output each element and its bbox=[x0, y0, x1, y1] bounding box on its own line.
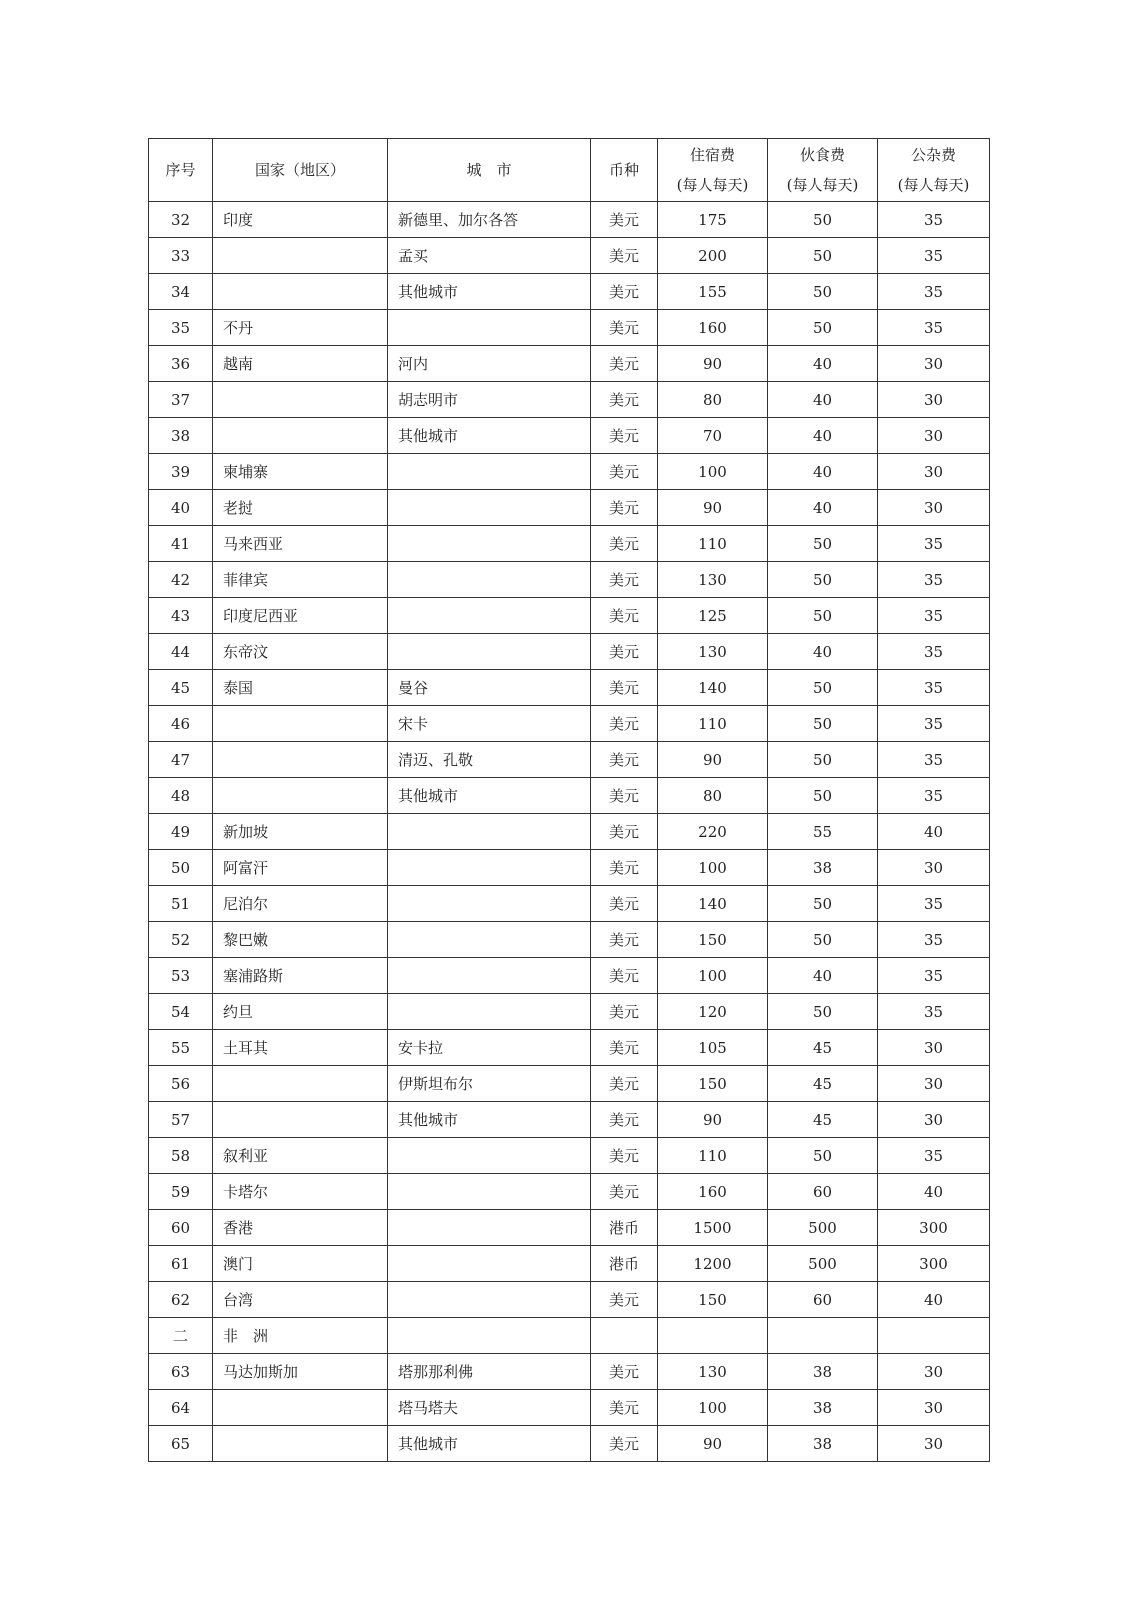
cell-country bbox=[213, 274, 388, 310]
table-row bbox=[149, 994, 990, 1030]
cell-meals: 50 bbox=[768, 274, 878, 310]
cell-country bbox=[213, 382, 388, 418]
cell-country: 尼泊尔 bbox=[213, 886, 388, 922]
cell-lodging: 110 bbox=[658, 526, 768, 562]
cell-currency: 美元 bbox=[591, 202, 658, 238]
cell-country bbox=[213, 1426, 388, 1462]
cell-meals: 38 bbox=[768, 1390, 878, 1426]
cell-misc: 40 bbox=[878, 1174, 990, 1210]
cell-misc: 40 bbox=[878, 814, 990, 850]
cell-lodging: 90 bbox=[658, 1102, 768, 1138]
cell-currency: 美元 bbox=[591, 418, 658, 454]
cell-country: 阿富汗 bbox=[213, 850, 388, 886]
cell-seq: 45 bbox=[149, 670, 213, 706]
cell-country: 香港 bbox=[213, 1210, 388, 1246]
cell-misc: 35 bbox=[878, 922, 990, 958]
table-row bbox=[149, 850, 990, 886]
cell-misc: 35 bbox=[878, 670, 990, 706]
cell-seq: 52 bbox=[149, 922, 213, 958]
cell-seq: 37 bbox=[149, 382, 213, 418]
section-row bbox=[149, 1318, 990, 1354]
cell-misc: 35 bbox=[878, 1138, 990, 1174]
cell-currency: 美元 bbox=[591, 634, 658, 670]
cell-currency: 美元 bbox=[591, 958, 658, 994]
cell-lodging: 130 bbox=[658, 1354, 768, 1390]
table-row bbox=[149, 706, 990, 742]
cell-meals: 45 bbox=[768, 1066, 878, 1102]
cell-meals: 40 bbox=[768, 958, 878, 994]
cell-misc: 30 bbox=[878, 1066, 990, 1102]
cell-country: 黎巴嫩 bbox=[213, 922, 388, 958]
cell-misc: 35 bbox=[878, 310, 990, 346]
cell-currency: 美元 bbox=[591, 706, 658, 742]
cell-misc: 30 bbox=[878, 1030, 990, 1066]
cell-seq: 34 bbox=[149, 274, 213, 310]
cell-country bbox=[213, 238, 388, 274]
table-row bbox=[149, 346, 990, 382]
cell-meals: 38 bbox=[768, 1354, 878, 1390]
cell-seq: 64 bbox=[149, 1390, 213, 1426]
table-row bbox=[149, 886, 990, 922]
cell-misc: 35 bbox=[878, 274, 990, 310]
cell-misc: 30 bbox=[878, 850, 990, 886]
cell-misc: 30 bbox=[878, 454, 990, 490]
cell-country: 老挝 bbox=[213, 490, 388, 526]
cell-lodging: 1500 bbox=[658, 1210, 768, 1246]
cell-seq: 60 bbox=[149, 1210, 213, 1246]
cell-lodging: 80 bbox=[658, 382, 768, 418]
cell-country: 越南 bbox=[213, 346, 388, 382]
cell-country: 马来西亚 bbox=[213, 526, 388, 562]
cell-lodging: 90 bbox=[658, 490, 768, 526]
cell-city bbox=[388, 994, 591, 1030]
cell-meals: 50 bbox=[768, 922, 878, 958]
cell-city: 宋卡 bbox=[388, 706, 591, 742]
cell-seq: 46 bbox=[149, 706, 213, 742]
cell-city: 安卡拉 bbox=[388, 1030, 591, 1066]
cell-currency: 美元 bbox=[591, 598, 658, 634]
cell-lodging: 125 bbox=[658, 598, 768, 634]
cell-lodging: 140 bbox=[658, 670, 768, 706]
cell-lodging: 100 bbox=[658, 958, 768, 994]
cell-city: 塔马塔夫 bbox=[388, 1390, 591, 1426]
cell-meals: 50 bbox=[768, 778, 878, 814]
cell-currency: 美元 bbox=[591, 1282, 658, 1318]
cell-lodging: 110 bbox=[658, 1138, 768, 1174]
cell-city: 其他城市 bbox=[388, 418, 591, 454]
header-misc bbox=[878, 139, 990, 202]
cell-currency: 美元 bbox=[591, 1138, 658, 1174]
cell-misc: 35 bbox=[878, 202, 990, 238]
cell-country: 菲律宾 bbox=[213, 562, 388, 598]
header-meals-title: 伙食费 bbox=[799, 146, 845, 164]
cell-city: 其他城市 bbox=[388, 1102, 591, 1138]
table-row bbox=[149, 1066, 990, 1102]
cell-country: 柬埔寨 bbox=[213, 454, 388, 490]
cell-city: 新德里、加尔各答 bbox=[388, 202, 591, 238]
cell-misc: 35 bbox=[878, 706, 990, 742]
cell-country: 印度 bbox=[213, 202, 388, 238]
cell-meals: 50 bbox=[768, 706, 878, 742]
cell-currency: 美元 bbox=[591, 922, 658, 958]
cell-country bbox=[213, 742, 388, 778]
cell-lodging: 110 bbox=[658, 706, 768, 742]
cell-misc: 30 bbox=[878, 418, 990, 454]
cell-lodging: 90 bbox=[658, 1426, 768, 1462]
table-row bbox=[149, 1246, 990, 1282]
cell-misc: 35 bbox=[878, 994, 990, 1030]
cell-currency: 美元 bbox=[591, 1354, 658, 1390]
cell-city bbox=[388, 490, 591, 526]
cell-city: 曼谷 bbox=[388, 670, 591, 706]
cell-meals: 38 bbox=[768, 850, 878, 886]
cell-misc: 30 bbox=[878, 346, 990, 382]
cell-meals: 50 bbox=[768, 742, 878, 778]
cell-misc: 35 bbox=[878, 526, 990, 562]
cell-country: 台湾 bbox=[213, 1282, 388, 1318]
cell-city: 胡志明市 bbox=[388, 382, 591, 418]
cell-seq: 59 bbox=[149, 1174, 213, 1210]
cell-currency: 美元 bbox=[591, 274, 658, 310]
cell-country: 塞浦路斯 bbox=[213, 958, 388, 994]
cell-misc: 35 bbox=[878, 238, 990, 274]
cell-seq: 63 bbox=[149, 1354, 213, 1390]
header-misc-title: 公杂费 bbox=[910, 146, 956, 164]
cell-misc: 30 bbox=[878, 382, 990, 418]
cell-meals: 55 bbox=[768, 814, 878, 850]
table-row bbox=[149, 418, 990, 454]
cell-country: 不丹 bbox=[213, 310, 388, 346]
expense-standard-table bbox=[148, 138, 990, 1462]
cell-city: 其他城市 bbox=[388, 778, 591, 814]
cell-seq: 41 bbox=[149, 526, 213, 562]
cell-currency: 美元 bbox=[591, 1102, 658, 1138]
cell-lodging: 90 bbox=[658, 346, 768, 382]
cell-currency: 美元 bbox=[591, 562, 658, 598]
cell-meals: 50 bbox=[768, 886, 878, 922]
table-row bbox=[149, 526, 990, 562]
cell-misc: 35 bbox=[878, 886, 990, 922]
cell-lodging: 150 bbox=[658, 1066, 768, 1102]
cell-meals: 50 bbox=[768, 670, 878, 706]
table-row bbox=[149, 742, 990, 778]
cell-country: 马达加斯加 bbox=[213, 1354, 388, 1390]
table-row bbox=[149, 1426, 990, 1462]
cell-city bbox=[388, 850, 591, 886]
cell-city: 其他城市 bbox=[388, 274, 591, 310]
cell-lodging: 155 bbox=[658, 274, 768, 310]
cell-seq: 42 bbox=[149, 562, 213, 598]
cell-seq: 32 bbox=[149, 202, 213, 238]
cell-seq: 44 bbox=[149, 634, 213, 670]
cell-misc: 30 bbox=[878, 1426, 990, 1462]
cell-seq: 38 bbox=[149, 418, 213, 454]
cell-misc: 35 bbox=[878, 634, 990, 670]
cell-lodging: 175 bbox=[658, 202, 768, 238]
cell-currency: 美元 bbox=[591, 526, 658, 562]
cell-meals: 40 bbox=[768, 382, 878, 418]
cell-country: 泰国 bbox=[213, 670, 388, 706]
table-row bbox=[149, 382, 990, 418]
cell-lodging: 220 bbox=[658, 814, 768, 850]
cell-misc: 300 bbox=[878, 1210, 990, 1246]
cell-lodging: 1200 bbox=[658, 1246, 768, 1282]
cell-city bbox=[388, 814, 591, 850]
cell-lodging: 160 bbox=[658, 1174, 768, 1210]
cell-misc bbox=[878, 1318, 990, 1354]
cell-city: 塔那那利佛 bbox=[388, 1354, 591, 1390]
cell-meals: 50 bbox=[768, 562, 878, 598]
table-row bbox=[149, 1354, 990, 1390]
cell-currency: 美元 bbox=[591, 382, 658, 418]
cell-seq: 48 bbox=[149, 778, 213, 814]
cell-country: 澳门 bbox=[213, 1246, 388, 1282]
cell-seq: 49 bbox=[149, 814, 213, 850]
cell-meals: 50 bbox=[768, 598, 878, 634]
cell-meals bbox=[768, 1318, 878, 1354]
cell-lodging: 100 bbox=[658, 850, 768, 886]
cell-country: 叙利亚 bbox=[213, 1138, 388, 1174]
table-row bbox=[149, 778, 990, 814]
cell-country bbox=[213, 1102, 388, 1138]
cell-seq: 47 bbox=[149, 742, 213, 778]
table-row bbox=[149, 1282, 990, 1318]
table-row bbox=[149, 1102, 990, 1138]
cell-currency: 美元 bbox=[591, 238, 658, 274]
cell-country: 约旦 bbox=[213, 994, 388, 1030]
cell-seq: 65 bbox=[149, 1426, 213, 1462]
cell-currency: 美元 bbox=[591, 814, 658, 850]
cell-city bbox=[388, 922, 591, 958]
table-row bbox=[149, 1174, 990, 1210]
cell-seq: 43 bbox=[149, 598, 213, 634]
cell-misc: 35 bbox=[878, 958, 990, 994]
cell-currency: 美元 bbox=[591, 1066, 658, 1102]
table-row bbox=[149, 490, 990, 526]
cell-meals: 50 bbox=[768, 994, 878, 1030]
cell-seq: 51 bbox=[149, 886, 213, 922]
cell-country bbox=[213, 1390, 388, 1426]
cell-currency: 美元 bbox=[591, 310, 658, 346]
cell-seq: 36 bbox=[149, 346, 213, 382]
cell-currency: 美元 bbox=[591, 850, 658, 886]
cell-seq: 40 bbox=[149, 490, 213, 526]
cell-city: 伊斯坦布尔 bbox=[388, 1066, 591, 1102]
cell-lodging: 140 bbox=[658, 886, 768, 922]
cell-seq: 二 bbox=[149, 1318, 213, 1354]
cell-city bbox=[388, 562, 591, 598]
cell-city bbox=[388, 1318, 591, 1354]
cell-seq: 39 bbox=[149, 454, 213, 490]
cell-city bbox=[388, 310, 591, 346]
table-row bbox=[149, 562, 990, 598]
header-city: 城 市 bbox=[388, 139, 591, 202]
cell-lodging: 150 bbox=[658, 1282, 768, 1318]
cell-meals: 50 bbox=[768, 310, 878, 346]
cell-meals: 40 bbox=[768, 454, 878, 490]
table-row bbox=[149, 310, 990, 346]
cell-meals: 45 bbox=[768, 1030, 878, 1066]
cell-currency: 港币 bbox=[591, 1246, 658, 1282]
cell-currency: 美元 bbox=[591, 994, 658, 1030]
cell-lodging: 130 bbox=[658, 634, 768, 670]
cell-currency: 美元 bbox=[591, 1390, 658, 1426]
header-lodging-unit: (每人每天) bbox=[676, 176, 749, 194]
table-row bbox=[149, 274, 990, 310]
cell-lodging: 150 bbox=[658, 922, 768, 958]
cell-country: 东帝汶 bbox=[213, 634, 388, 670]
cell-currency: 美元 bbox=[591, 1426, 658, 1462]
cell-country bbox=[213, 1066, 388, 1102]
cell-currency: 美元 bbox=[591, 346, 658, 382]
header-misc-unit: (每人每天) bbox=[897, 176, 970, 194]
cell-city: 孟买 bbox=[388, 238, 591, 274]
cell-meals: 40 bbox=[768, 634, 878, 670]
header-meals-unit: (每人每天) bbox=[786, 176, 859, 194]
table-row bbox=[149, 598, 990, 634]
table-row bbox=[149, 634, 990, 670]
cell-currency: 美元 bbox=[591, 670, 658, 706]
table-row bbox=[149, 814, 990, 850]
cell-country: 土耳其 bbox=[213, 1030, 388, 1066]
cell-currency: 美元 bbox=[591, 454, 658, 490]
cell-seq: 56 bbox=[149, 1066, 213, 1102]
cell-meals: 50 bbox=[768, 1138, 878, 1174]
cell-country bbox=[213, 418, 388, 454]
cell-city bbox=[388, 1246, 591, 1282]
cell-meals: 38 bbox=[768, 1426, 878, 1462]
cell-lodging: 90 bbox=[658, 742, 768, 778]
cell-seq: 35 bbox=[149, 310, 213, 346]
header-lodging bbox=[658, 139, 768, 202]
cell-city bbox=[388, 1138, 591, 1174]
cell-seq: 54 bbox=[149, 994, 213, 1030]
cell-seq: 62 bbox=[149, 1282, 213, 1318]
cell-currency bbox=[591, 1318, 658, 1354]
cell-lodging: 120 bbox=[658, 994, 768, 1030]
cell-city bbox=[388, 634, 591, 670]
table-row bbox=[149, 454, 990, 490]
cell-seq: 33 bbox=[149, 238, 213, 274]
table-row bbox=[149, 238, 990, 274]
header-row bbox=[149, 139, 990, 202]
table-row bbox=[149, 202, 990, 238]
cell-city bbox=[388, 454, 591, 490]
cell-meals: 40 bbox=[768, 418, 878, 454]
cell-misc: 300 bbox=[878, 1246, 990, 1282]
cell-misc: 35 bbox=[878, 562, 990, 598]
cell-seq: 53 bbox=[149, 958, 213, 994]
cell-city: 清迈、孔敬 bbox=[388, 742, 591, 778]
cell-country bbox=[213, 778, 388, 814]
cell-meals: 60 bbox=[768, 1282, 878, 1318]
table-body bbox=[149, 202, 990, 1462]
cell-meals: 45 bbox=[768, 1102, 878, 1138]
cell-city: 河内 bbox=[388, 346, 591, 382]
cell-meals: 500 bbox=[768, 1246, 878, 1282]
cell-misc: 30 bbox=[878, 1390, 990, 1426]
header-lodging-title: 住宿费 bbox=[689, 146, 735, 164]
cell-currency: 美元 bbox=[591, 778, 658, 814]
header-meals bbox=[768, 139, 878, 202]
cell-lodging: 160 bbox=[658, 310, 768, 346]
cell-country: 卡塔尔 bbox=[213, 1174, 388, 1210]
cell-meals: 40 bbox=[768, 346, 878, 382]
cell-currency: 美元 bbox=[591, 490, 658, 526]
cell-misc: 35 bbox=[878, 778, 990, 814]
cell-meals: 50 bbox=[768, 238, 878, 274]
cell-city bbox=[388, 886, 591, 922]
table-row bbox=[149, 1210, 990, 1246]
cell-meals: 50 bbox=[768, 202, 878, 238]
table-row bbox=[149, 958, 990, 994]
cell-misc: 35 bbox=[878, 742, 990, 778]
table-header bbox=[149, 139, 990, 202]
cell-city bbox=[388, 958, 591, 994]
cell-lodging: 130 bbox=[658, 562, 768, 598]
cell-seq: 58 bbox=[149, 1138, 213, 1174]
cell-misc: 30 bbox=[878, 1354, 990, 1390]
cell-country: 非 洲 bbox=[213, 1318, 388, 1354]
cell-meals: 50 bbox=[768, 526, 878, 562]
table-row bbox=[149, 670, 990, 706]
header-country: 国家（地区） bbox=[213, 139, 388, 202]
cell-misc: 40 bbox=[878, 1282, 990, 1318]
table-row bbox=[149, 922, 990, 958]
cell-misc: 30 bbox=[878, 490, 990, 526]
cell-city: 其他城市 bbox=[388, 1426, 591, 1462]
cell-currency: 美元 bbox=[591, 742, 658, 778]
cell-lodging: 80 bbox=[658, 778, 768, 814]
cell-lodging bbox=[658, 1318, 768, 1354]
cell-meals: 40 bbox=[768, 490, 878, 526]
cell-seq: 55 bbox=[149, 1030, 213, 1066]
cell-lodging: 200 bbox=[658, 238, 768, 274]
cell-country bbox=[213, 706, 388, 742]
table-row bbox=[149, 1390, 990, 1426]
cell-seq: 61 bbox=[149, 1246, 213, 1282]
cell-city bbox=[388, 1210, 591, 1246]
cell-lodging: 100 bbox=[658, 1390, 768, 1426]
cell-misc: 30 bbox=[878, 1102, 990, 1138]
cell-lodging: 105 bbox=[658, 1030, 768, 1066]
cell-city bbox=[388, 526, 591, 562]
cell-seq: 50 bbox=[149, 850, 213, 886]
cell-meals: 60 bbox=[768, 1174, 878, 1210]
cell-currency: 美元 bbox=[591, 1030, 658, 1066]
cell-meals: 500 bbox=[768, 1210, 878, 1246]
cell-lodging: 100 bbox=[658, 454, 768, 490]
cell-misc: 35 bbox=[878, 598, 990, 634]
cell-country: 新加坡 bbox=[213, 814, 388, 850]
table-row bbox=[149, 1030, 990, 1066]
table-row bbox=[149, 1138, 990, 1174]
header-seq: 序号 bbox=[149, 139, 213, 202]
cell-currency: 美元 bbox=[591, 886, 658, 922]
cell-lodging: 70 bbox=[658, 418, 768, 454]
cell-seq: 57 bbox=[149, 1102, 213, 1138]
cell-currency: 港币 bbox=[591, 1210, 658, 1246]
cell-city bbox=[388, 1282, 591, 1318]
header-currency: 币种 bbox=[591, 139, 658, 202]
cell-city bbox=[388, 598, 591, 634]
cell-currency: 美元 bbox=[591, 1174, 658, 1210]
cell-city bbox=[388, 1174, 591, 1210]
cell-country: 印度尼西亚 bbox=[213, 598, 388, 634]
